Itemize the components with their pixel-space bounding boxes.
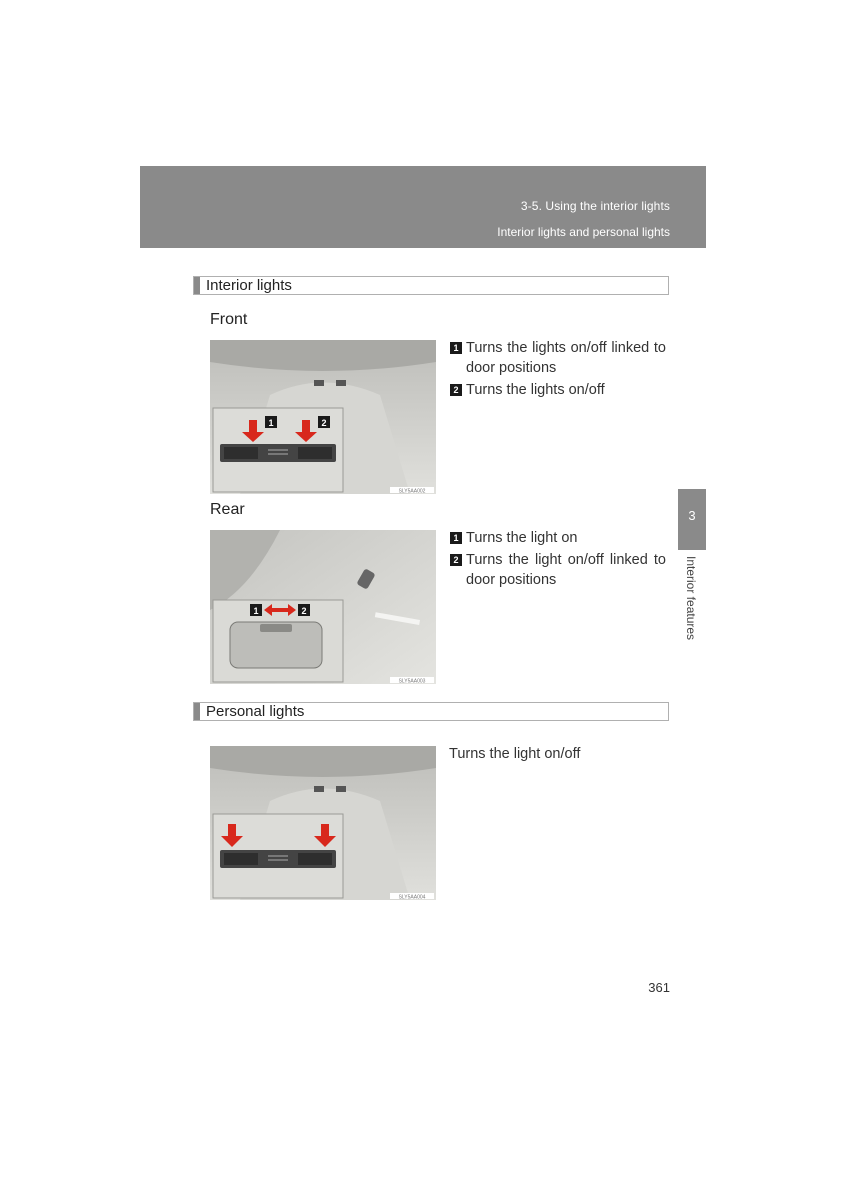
- page-number: 361: [648, 980, 670, 995]
- list-item: [450, 338, 666, 378]
- list-item: [450, 380, 666, 400]
- photo-code: SLY5AA004: [398, 894, 426, 900]
- rear-description: [450, 528, 666, 592]
- page-topic-title: Interior lights and personal lights: [497, 225, 670, 239]
- svg-text:2: 2: [301, 606, 307, 616]
- personal-lights-photo: [210, 746, 436, 900]
- callout-badge-icon: 1: [450, 532, 462, 544]
- section-title: Personal lights: [206, 703, 305, 720]
- chapter-number: 3: [688, 508, 696, 523]
- list-item: [450, 550, 666, 590]
- section-marker: [194, 703, 200, 720]
- personal-lights-description: Turns the light on/off: [449, 746, 581, 762]
- list-item-text: Turns the light on/off linked to door positions: [466, 552, 666, 588]
- chapter-section-title: 3-5. Using the interior lights: [520, 199, 670, 213]
- callout-badge-icon: 1: [450, 342, 462, 354]
- callout-badge-icon: 2: [450, 554, 462, 566]
- section-marker: [194, 277, 200, 294]
- front-description: [450, 338, 666, 402]
- list-item-text: Turns the lights on/off: [466, 382, 605, 398]
- section-bar-interior-lights: [193, 276, 669, 295]
- list-item: [450, 528, 666, 548]
- list-item-text: Turns the lights on/off linked to door positions: [466, 340, 666, 376]
- svg-text:1: 1: [253, 606, 259, 616]
- chapter-side-label: [672, 556, 712, 656]
- chapter-title: Interior features: [684, 556, 698, 641]
- photo-code: SLY5AA003: [398, 678, 426, 684]
- rear-console-photo: [210, 530, 436, 684]
- section-title: Interior lights: [206, 277, 292, 294]
- front-console-photo: [210, 340, 436, 494]
- header-band: [140, 166, 706, 248]
- chapter-tab: [678, 489, 706, 550]
- section-bar-personal-lights: [193, 702, 669, 721]
- photo-code: SLY5AA002: [398, 488, 426, 494]
- svg-text:1: 1: [268, 418, 274, 428]
- front-heading: Front: [210, 311, 248, 328]
- callout-badge-icon: 2: [450, 384, 462, 396]
- list-item-text: Turns the light on: [466, 530, 578, 546]
- svg-text:2: 2: [321, 418, 327, 428]
- rear-heading: Rear: [210, 501, 245, 518]
